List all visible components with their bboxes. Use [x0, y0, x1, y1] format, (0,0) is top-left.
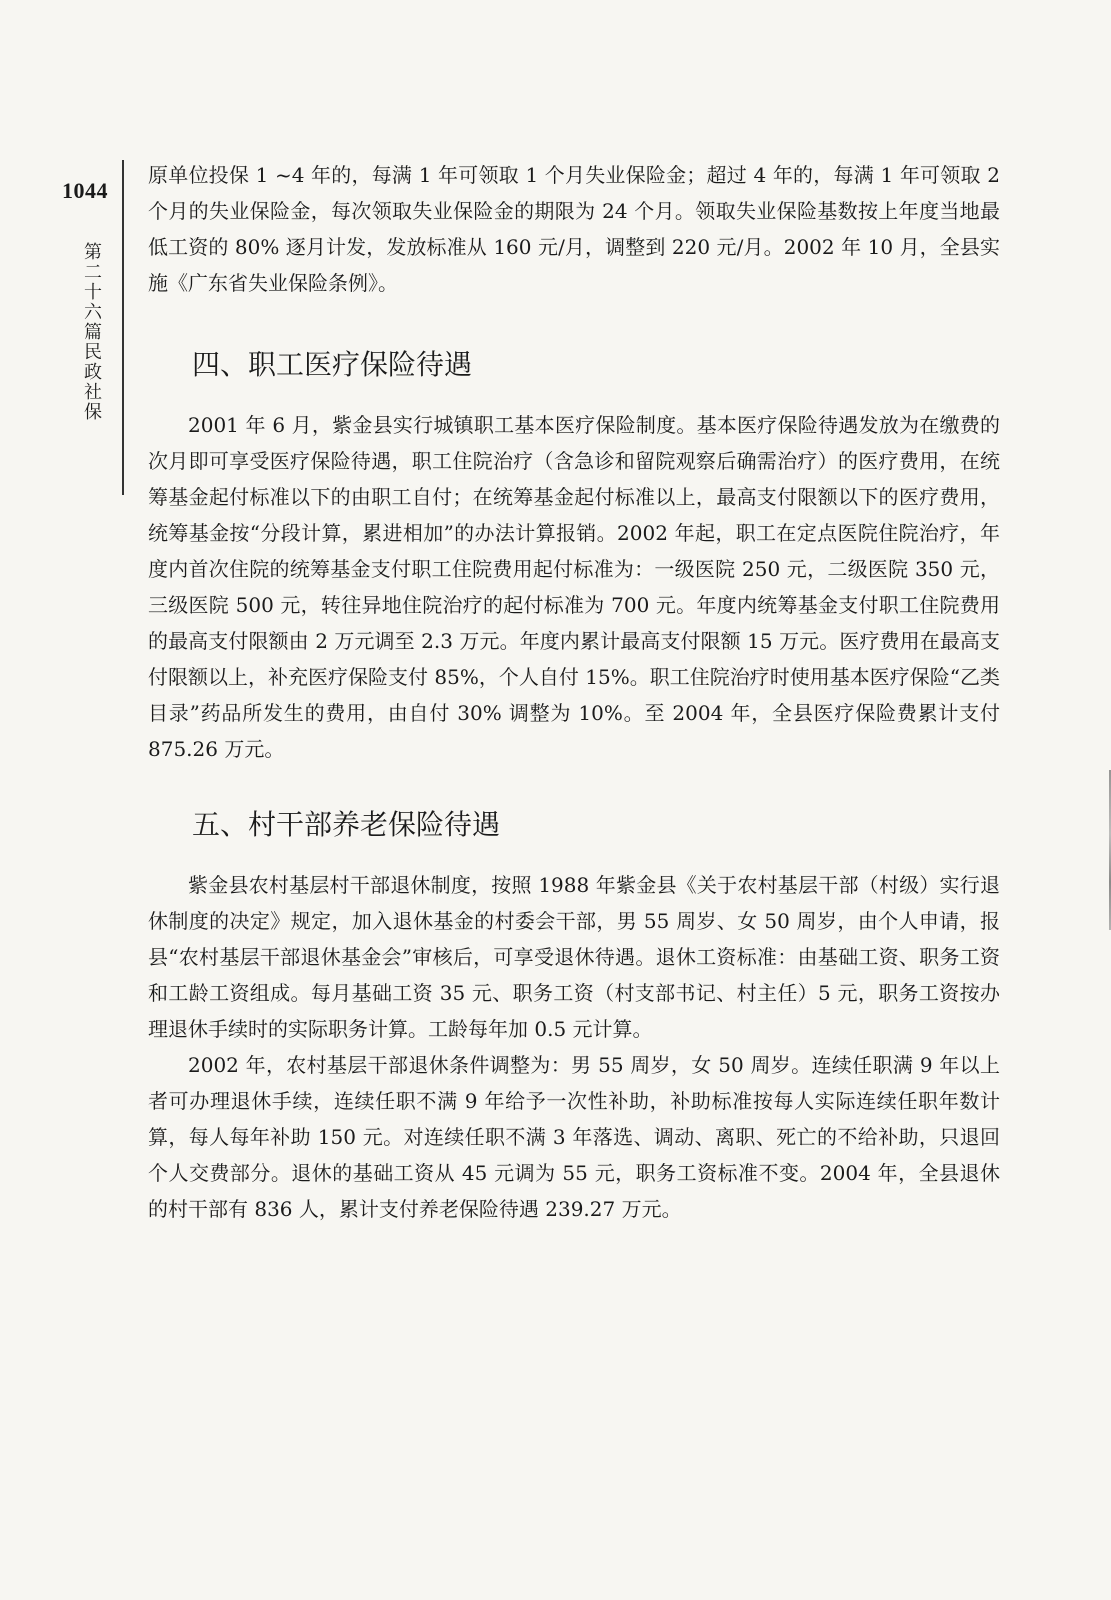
section-4-title: 四、职工医疗保险待遇 — [192, 348, 473, 381]
page-body — [148, 157, 1000, 1227]
section-4-paragraph: 2001 年 6 月，紫金县实行城镇职工基本医疗保险制度。基本医疗保险待遇发放为在缴费的次月即可享受医疗保险待遇，职工住院治疗（含急诊和留院观察后确需治疗）的医疗费用，在统筹基金起付标准以下的由职工自付；在统筹基金起付标准以上，最高支付限额以下的医疗费用，统筹基金按“分段计算，累进相加”的办法计算报销。2002 年起，职工在定点医院住院治疗，年度内首次住院的统筹基金支付职工住院费用起付标准为：一级医院 250 元，二级医院 350 元，三级医院 500 元，转往异地住院治疗的起付标准为 700 元。年度内统筹基金支付职工住院费用的最高支付限额由 2 万元调至 2.3 万元。年度内累计最高支付限额 15 万元。医疗费用在最高支付限额以上，补充医疗保险支付 85%，个人自付 15%。职工住院治疗时使用基本医疗保险“乙类目录”药品所发生的费用，由自付 30% 调整为 10%。至 2004 年，全县医疗保险费累计支付 875.26 万元。 — [148, 413, 1000, 761]
running-head: 第二十六篇 民政 社保 — [84, 242, 102, 423]
section-5-paragraph-2: 2002 年，农村基层干部退休条件调整为：男 55 周岁，女 50 周岁。连续任职满 9 年以上者可办理退休手续，连续任职不满 9 年给予一次性补助，补助标准按每人实际连续任职年数计算，每人每年补助 150 元。对连续任职不满 3 年落选、调动、离职、死亡的不给补助，只退回个人交费部分。退休的基础工资从 45 元调为 55 元，职务工资标准不变。2004 年，全县退休的村干部有 836 人，累计支付养老保险待遇 239.27 万元。 — [148, 1053, 1000, 1221]
intro-paragraph: 原单位投保 1 ~4 年的，每满 1 年可领取 1 个月失业保险金；超过 4 年的，每满 1 年可领取 2 个月的失业保险金，每次领取失业保险金的期限为 24 个月。领取失业保险基数按上年度当地最低工资的 80% 逐月计发，发放标准从 160 元/月，调整到 220 元/月。2002 年 10 月，全县实施《广东省失业保险条例》。 — [148, 163, 1000, 295]
section-5-paragraph-1: 紫金县农村基层村干部退休制度，按照 1988 年紫金县《关于农村基层干部（村级）实行退休制度的决定》规定，加入退休基金的村委会干部，男 55 周岁、女 50 周岁，由个人申请，报县“农村基层干部退休基金会”审核后，可享受退休待遇。退休工资标准：由基础工资、职务工资和工龄工资组成。每月基础工资 35 元、职务工资（村支部书记、村主任）5 元，职务工资按办理退休手续时的实际职务计算。工龄每年加 0.5 元计算。 — [148, 873, 1000, 1041]
section-5-title: 五、村干部养老保险待遇 — [192, 808, 501, 841]
page-number: 1044 — [62, 178, 108, 203]
margin-rule — [122, 160, 124, 495]
